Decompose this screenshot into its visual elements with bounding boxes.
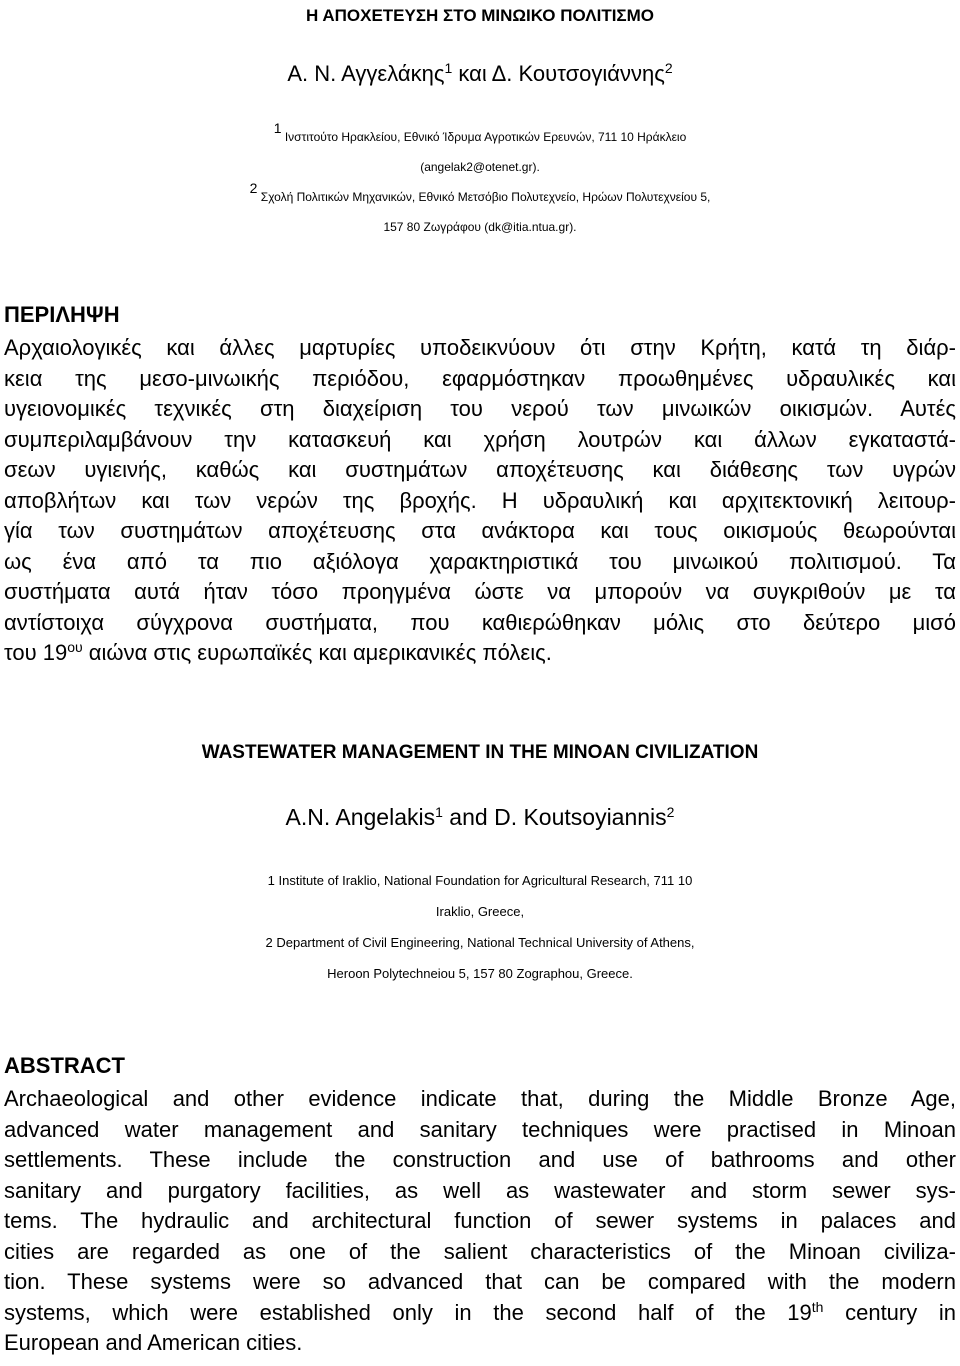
greek-abstract-last-line [4, 638, 956, 669]
english-authors [0, 803, 960, 831]
greek-abstract-line: κεια της μεσο-μινωικής περιόδου, εφαρμόστηκαν προωθημένες υδραυλικές και [4, 365, 956, 391]
english-abstract-ordinal: th [811, 1298, 824, 1315]
greek-authors-and: και [452, 61, 492, 86]
english-abstract-line: settlements. These include the construction and use of bathrooms and other [4, 1147, 956, 1172]
greek-affiliation-2 [0, 182, 960, 212]
english-abstract-line: sanitary and purgatory facilities, as well as wastewater and storm sewer sys- [4, 1177, 956, 1203]
english-affiliations [0, 865, 960, 989]
english-abstract-line: tion. These systems were so advanced that can be compared with the modern [4, 1269, 956, 1294]
greek-affiliation-1-text: Ινστιτούτο Ηρακλείου, Εθνικό Ίδρυμα Αγροτικών Ερευνών, 711 10 Ηράκλειο [281, 130, 687, 144]
greek-author-2-mark: 2 [664, 60, 673, 76]
english-abstract-body [4, 1084, 956, 1359]
english-affiliation-2 [0, 927, 960, 958]
english-abstract-line: Archaeological and other evidence indicate that, during the Middle Bronze Age, [4, 1086, 956, 1111]
greek-affiliation-1-email: (angelak2@otenet.gr). [420, 160, 540, 174]
english-affiliation-1-mark: 1 [267, 873, 275, 888]
english-affiliation-1-city: Iraklio, Greece, [435, 904, 525, 919]
greek-abstract-line: συμπεριλαμβάνουν την κατασκευή και χρήση λουτρών και άλλων εγκαταστά- [4, 426, 956, 452]
greek-abstract-last-post: αιώνα στις ευρωπαϊκές και αμερικανικές πόλεις. [82, 640, 552, 665]
greek-abstract-line: υγειονομικές τεχνικές στη διαχείριση του νερού των μινωικών οικισμών. Αυτές [4, 396, 956, 421]
greek-abstract-last-pre: του 19 [4, 640, 68, 665]
greek-affiliation-2-address: 157 80 Ζωγράφου (dk@itia.ntua.gr). [383, 220, 577, 234]
english-abstract-line8-post: century in [823, 1299, 956, 1325]
greek-affiliation-2-text: Σχολή Πολιτικών Μηχανικών, Εθνικό Μετσόβιο Πολυτεχνείο, Ηρώων Πολυτεχνείου 5, [257, 190, 711, 204]
greek-affiliation-1-mark: 1 [273, 120, 282, 136]
greek-affiliations [0, 122, 960, 242]
greek-abstract-line: συστήματα αυτά ήταν τόσο προηγμένα ώστε να μπορούν να συγκριθούν με τα [4, 579, 956, 604]
english-abstract-line: cities are regarded as one of the salient characteristics of the Minoan civiliza- [4, 1238, 956, 1264]
english-title: WASTEWATER MANAGEMENT IN THE MINOAN CIVILIZATION [201, 742, 759, 763]
english-abstract-line [4, 1298, 956, 1329]
greek-author-1: Α. Ν. Αγγελάκης [287, 61, 445, 86]
greek-abstract-line: Αρχαιολογικές και άλλες μαρτυρίες υποδεικνύουν ότι στην Κρήτη, κατά τη διάρ- [4, 335, 956, 360]
english-author-1: A.N. Angelakis [285, 804, 436, 830]
greek-abstract-line: σεων υγιεινής, καθώς και συστημάτων αποχέτευσης και διάθεσης των υγρών [4, 457, 956, 482]
english-abstract-line8-pre: systems, which were established only in the second half of the 19 [4, 1299, 812, 1325]
english-author-1-mark: 1 [435, 804, 443, 820]
english-abstract-line: advanced water management and sanitary techniques were practised in Minoan [4, 1116, 956, 1142]
english-author-2-mark: 2 [666, 804, 675, 820]
greek-abstract-ordinal: ου [67, 639, 83, 655]
greek-abstract-body [4, 333, 956, 669]
english-affiliation-2-mark: 2 [265, 935, 273, 950]
english-abstract-last-line: European and American cities. [4, 1330, 303, 1355]
english-authors-and: and [442, 804, 495, 830]
greek-authors [0, 60, 960, 88]
greek-abstract-line: γία των συστημάτων αποχέτευσης στα ανάκτορα και τους οικισμούς θεωρούνται [4, 518, 956, 543]
english-abstract-heading: ABSTRACT [4, 1053, 125, 1078]
english-abstract-line: tems. The hydraulic and architectural function of sewer systems in palaces and [4, 1208, 956, 1233]
greek-affiliation-1 [0, 122, 960, 152]
greek-abstract-line: αποβλήτων και των νερών της βροχής. Η υδραυλική και αρχιτεκτονική λειτουρ- [4, 487, 956, 513]
greek-author-1-mark: 1 [444, 60, 453, 76]
greek-title: Η ΑΠΟΧΕΤΕΥΣΗ ΣΤΟ ΜΙΝΩΙΚΟ ΠΟΛΙΤΙΣΜΟ [305, 6, 655, 25]
greek-abstract-heading: ΠΕΡΙΛΗΨΗ [4, 302, 120, 327]
greek-abstract-line: ως ένα από τα πιο αξιόλογα χαρακτηριστικά του μινωικού πολιτισμού. Τα [4, 548, 956, 574]
english-author-2: D. Koutsoyiannis [494, 804, 667, 830]
english-affiliation-1 [0, 865, 960, 896]
english-affiliation-2-address: Heroon Polytechneiou 5, 157 80 Zographou, Greece. [327, 966, 633, 981]
greek-abstract-line: αντίστοιχα σύγχρονα συστήματα, που καθιερώθηκαν μόλις στο δεύτερο μισό [4, 609, 956, 635]
greek-author-2: Δ. Κουτσογιάννης [491, 61, 665, 86]
english-affiliation-1-text: Institute of Iraklio, National Foundation for Agricultural Research, 711 10 [274, 873, 693, 888]
greek-affiliation-2-mark: 2 [249, 180, 258, 196]
english-affiliation-2-text: Department of Civil Engineering, National Technical University of Athens, [272, 935, 695, 950]
